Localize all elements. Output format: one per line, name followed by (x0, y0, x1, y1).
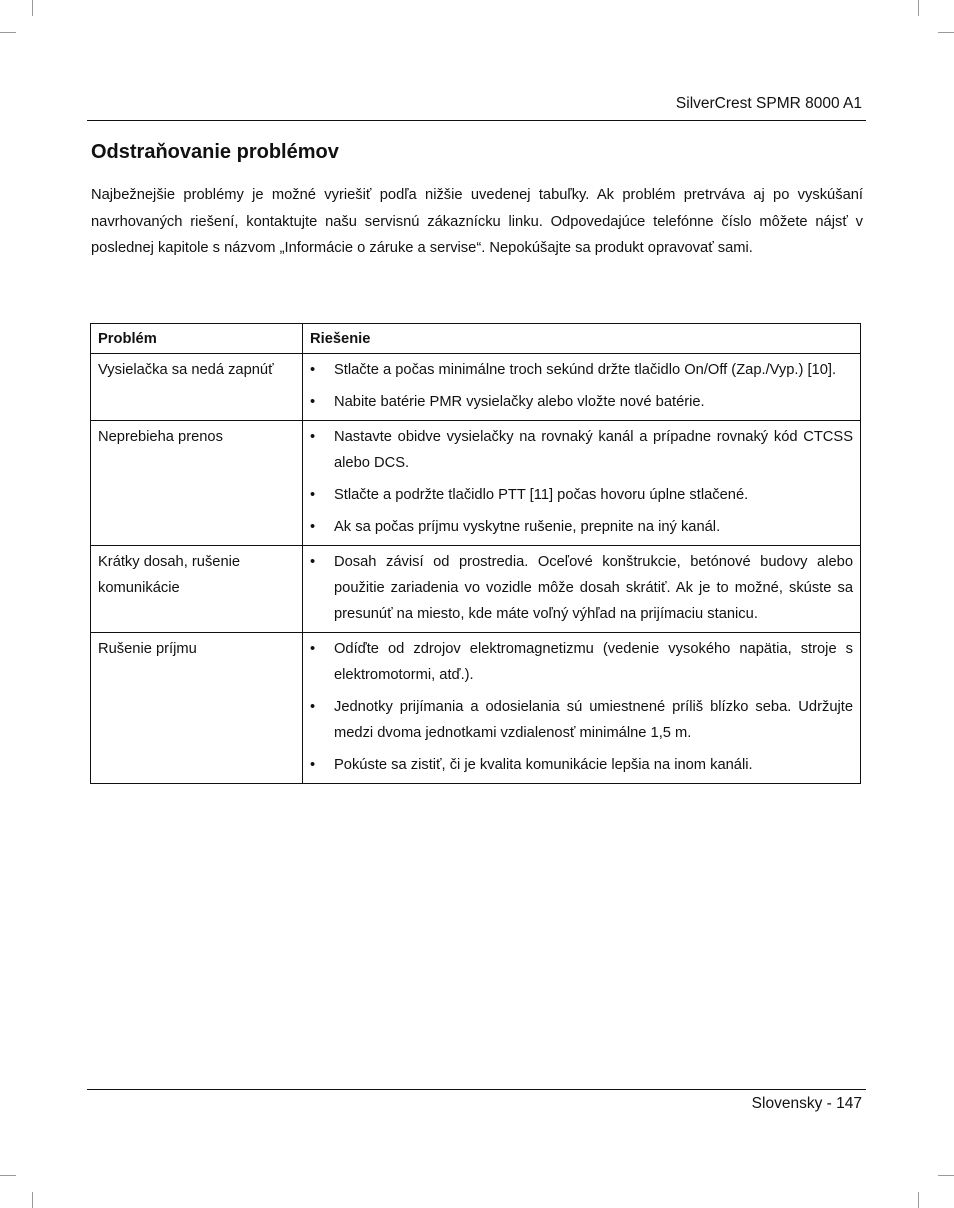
solution-item (310, 514, 853, 540)
footer-rule (87, 1089, 866, 1090)
crop-mark (0, 32, 16, 33)
running-header: SilverCrest SPMR 8000 A1 (675, 95, 862, 112)
crop-mark (918, 1192, 919, 1208)
problem-cell: Vysielačka sa nedá zapnúť (91, 354, 303, 421)
footer-separator: - (826, 1095, 832, 1112)
solution-text: Stlačte a podržte tlačidlo PTT [11] počas hovoru úplne stlačené. (334, 487, 749, 503)
crop-mark (0, 1175, 16, 1176)
solution-cell (303, 421, 861, 546)
column-header-problem: Problém (91, 324, 303, 354)
table-row (91, 354, 861, 421)
solution-cell (303, 354, 861, 421)
crop-mark (32, 0, 33, 16)
solution-item (310, 424, 853, 476)
crop-mark (918, 0, 919, 16)
solution-cell (303, 633, 861, 784)
table-row (91, 633, 861, 784)
solution-item (310, 482, 853, 508)
crop-mark (938, 1175, 954, 1176)
table-row (91, 421, 861, 546)
bullet-icon: • (310, 429, 316, 445)
crop-mark (32, 1192, 33, 1208)
intro-paragraph: Najbežnejšie problémy je možné vyriešiť podľa nižšie uvedenej tabuľky. Ak problém pretrváva aj po vyskúšaní navrhovaných riešení, kontaktujte našu servisnú zákaznícku linku. Odpovedajúce telefónne číslo môžete nájsť v poslednej kapitole s názvom „Informácie o záruke a servise“. Nepokúšajte sa produkt opravovať sami. (91, 187, 863, 256)
solution-item (310, 636, 853, 688)
bullet-icon: • (310, 641, 316, 657)
bullet-icon: • (310, 362, 316, 378)
problem-cell: Rušenie príjmu (91, 633, 303, 784)
solution-text: Odíďte od zdrojov elektromagnetizmu (vedenie vysokého napätia, stroje s elektromotormi, atď.). (334, 641, 853, 683)
footer-language: Slovensky (751, 1095, 823, 1112)
solution-text: Jednotky prijímania a odosielania sú umiestnené príliš blízko seba. Udržujte medzi dvoma jednotkami vzdialenosť minimálne 1,5 m. (334, 699, 853, 741)
solution-text: Dosah závisí od prostredia. Oceľové konštrukcie, betónové budovy alebo použitie zariadenia vo vozidle môže dosah skrátiť. Ak je to možné, skúste sa presunúť na miesto, kde máte voľný výhľad na prijímaciu stanicu. (334, 554, 853, 622)
problem-cell: Neprebieha prenos (91, 421, 303, 546)
troubleshooting-table (90, 323, 861, 784)
bullet-icon: • (310, 757, 316, 773)
bullet-icon: • (310, 554, 316, 570)
solution-text: Pokúste sa zistiť, či je kvalita komunikácie lepšia na inom kanáli. (334, 757, 753, 773)
solution-item (310, 357, 853, 383)
bullet-icon: • (310, 699, 316, 715)
crop-mark (938, 32, 954, 33)
solution-cell (303, 546, 861, 633)
page-number: 147 (836, 1095, 862, 1112)
bullet-icon: • (310, 394, 316, 410)
page-footer (752, 1095, 862, 1113)
solution-text: Ak sa počas príjmu vyskytne rušenie, prepnite na iný kanál. (334, 519, 721, 535)
bullet-icon: • (310, 487, 316, 503)
table-row (91, 546, 861, 633)
solution-item (310, 549, 853, 627)
section-title: Odstraňovanie problémov (91, 141, 339, 163)
column-header-solution: Riešenie (303, 324, 861, 354)
solution-item (310, 752, 853, 778)
solution-text: Stlačte a počas minimálne troch sekúnd držte tlačidlo On/Off (Zap./Vyp.) [10]. (334, 362, 837, 378)
header-rule (87, 120, 866, 121)
table-header-row (91, 324, 861, 354)
bullet-icon: • (310, 519, 316, 535)
solution-text: Nastavte obidve vysielačky na rovnaký kanál a prípadne rovnaký kód CTCSS alebo DCS. (334, 429, 853, 471)
problem-cell: Krátky dosah, rušenie komunikácie (91, 546, 303, 633)
solution-item (310, 389, 853, 415)
solution-text: Nabite batérie PMR vysielačky alebo vložte nové batérie. (334, 394, 705, 410)
solution-item (310, 694, 853, 746)
